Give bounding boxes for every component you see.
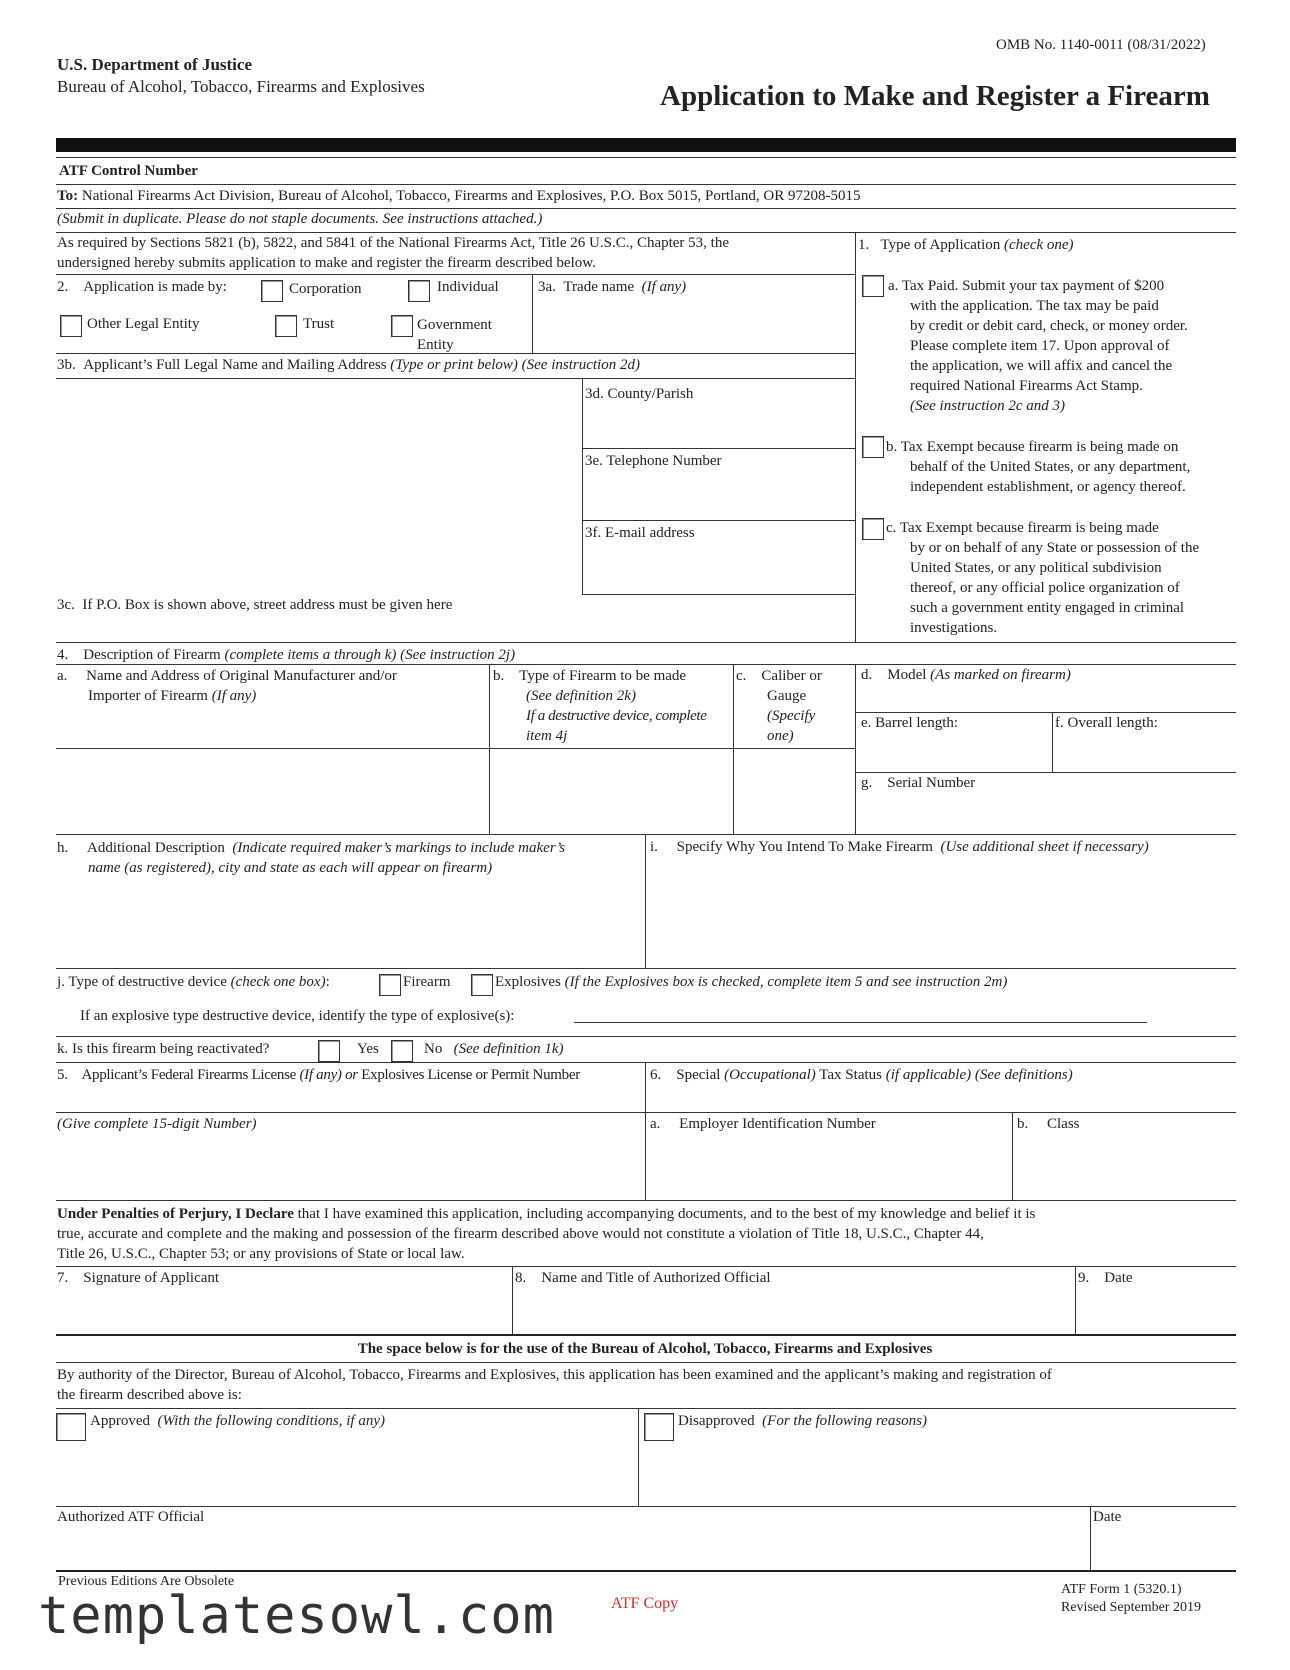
atf-authority-text: By authority of the Director, Bureau of Alcohol, Tobacco, Firearms and Explosives, this application has been examined and the applicant’s making and registration of the firearm described above is: xyxy=(57,1367,1052,1403)
item4k-label: k. Is this firearm being reactivated? xyxy=(57,1041,270,1057)
other-legal-entity-label: Other Legal Entity xyxy=(87,316,200,332)
to-address: To: National Firearms Act Division, Bureau of Alcohol, Tobacco, Firearms and Explosives, P.O. Box 5015, Portland, OR 97208-5015 xyxy=(57,188,861,204)
tax-exempt-us-text: b. Tax Exempt because firearm is being made on behalf of the United States, or any department, independent establishment, or agency thereof. xyxy=(886,439,1191,495)
header-rule xyxy=(56,138,1236,152)
item4b-label: b. Type of Firearm to be made (See definition 2k) If a destructive device, complete item 4j xyxy=(493,668,707,744)
intro-line-1: As required by Sections 5821 (b), 5822, and 5841 of the National Firearms Act, Title 26 U.S.C., Chapter 53, the xyxy=(57,235,730,251)
form-title: Application to Make and Register a Firearm xyxy=(660,80,1210,112)
overall-length-label: f. Overall length: xyxy=(1055,715,1158,731)
item4i-label: i. Specify Why You Intend To Make Firearm (Use additional sheet if necessary) xyxy=(650,839,1149,855)
government-entity-label: Government Entity xyxy=(417,317,492,353)
date-label: 9. Date xyxy=(1078,1270,1133,1286)
previous-editions-note: Previous Editions Are Obsolete xyxy=(58,1574,235,1589)
reactivated-yes-checkbox[interactable] xyxy=(318,1040,340,1062)
telephone-label: 3e. Telephone Number xyxy=(585,453,722,469)
individual-checkbox[interactable] xyxy=(408,280,430,302)
submit-instructions: (Submit in duplicate. Please do not staple documents. See instructions attached.) xyxy=(57,211,543,227)
item1-heading: 1. Type of Application (check one) xyxy=(858,237,1074,253)
corporation-label: Corporation xyxy=(289,281,362,297)
item5-sub: (Give complete 15-digit Number) xyxy=(57,1116,257,1132)
serial-number-label: g. Serial Number xyxy=(861,775,976,791)
ein-label: a. Employer Identification Number xyxy=(650,1116,876,1132)
atf-control-label: ATF Control Number xyxy=(59,163,198,179)
destructive-firearm-checkbox[interactable] xyxy=(379,974,401,996)
item6-label: 6. Special (Occupational) Tax Status (if applicable) (See definitions) xyxy=(650,1067,1073,1083)
reactivated-no-checkbox[interactable] xyxy=(391,1040,413,1062)
reactivated-yes-label: Yes xyxy=(357,1041,379,1057)
reactivated-no-label: No (See definition 1k) xyxy=(424,1041,564,1057)
department-name: U.S. Department of Justice xyxy=(57,55,252,74)
approved-checkbox[interactable] xyxy=(56,1413,86,1441)
item4j-label: j. Type of destructive device (check one box): xyxy=(57,974,330,990)
disapproved-checkbox[interactable] xyxy=(644,1413,674,1441)
tax-exempt-us-checkbox[interactable] xyxy=(862,436,884,458)
item5-label: 5. Applicant’s Federal Firearms License (If any) or Explosives License or Permit Number xyxy=(57,1067,580,1083)
atf-date-label: Date xyxy=(1093,1509,1122,1525)
trust-label: Trust xyxy=(303,316,335,332)
class-label: b. Class xyxy=(1017,1116,1080,1132)
signature-label: 7. Signature of Applicant xyxy=(57,1270,220,1286)
destructive-explosives-label: Explosives (If the Explosives box is checked, complete item 5 and see instruction 2m) xyxy=(495,974,1008,990)
intro-line-2: undersigned hereby submits application to make and register the firearm described below. xyxy=(57,255,596,271)
bureau-name: Bureau of Alcohol, Tobacco, Firearms and Explosives xyxy=(57,77,425,96)
disapproved-label: Disapproved (For the following reasons) xyxy=(678,1413,928,1429)
government-entity-checkbox[interactable] xyxy=(391,315,413,337)
item3b-label: 3b. Applicant’s Full Legal Name and Mailing Address (Type or print below) (See instruction 2d) xyxy=(57,357,640,373)
other-legal-entity-checkbox[interactable] xyxy=(60,315,82,337)
authorized-official-label: 8. Name and Title of Authorized Official xyxy=(515,1270,771,1286)
form-number: ATF Form 1 (5320.1) Revised September 2019 xyxy=(1061,1582,1201,1615)
tax-exempt-state-checkbox[interactable] xyxy=(862,518,884,540)
item3c-label: 3c. If P.O. Box is shown above, street address must be given here xyxy=(57,597,453,613)
templatesowl-watermark: templatesowl.com xyxy=(38,1586,555,1646)
trade-name-label: 3a. Trade name (If any) xyxy=(538,279,687,295)
tax-paid-text: a. Tax Paid. Submit your tax payment of $200 with the application. The tax may be paid by credit or debit card, check, or money order. Please complete item 17. Upon approval of the application, we will affix and cancel the required National Firearms Act Stamp. (See instruction 2c and 3) xyxy=(888,278,1188,414)
atf-use-heading: The space below is for the use of the Bureau of Alcohol, Tobacco, Firearms and Explosives xyxy=(357,1341,933,1357)
email-label: 3f. E-mail address xyxy=(585,525,695,541)
item4d-label: d. Model (As marked on firearm) xyxy=(861,667,1071,683)
item4c-label: c. Caliber or Gauge (Specify one) xyxy=(736,668,822,744)
item2-label: 2. Application is made by: xyxy=(57,279,227,295)
tax-exempt-state-text: c. Tax Exempt because firearm is being made by or on behalf of any State or possession of the United States, or any political subdivision thereof, or any official police organization of such a government entity engaged in criminal investigations. xyxy=(886,520,1200,636)
item4h-label: h. Additional Description (Indicate required maker’s markings to include maker’s name (as registered), city and state as each will appear on firearm) xyxy=(57,840,566,876)
explosive-type-field[interactable] xyxy=(574,1022,1147,1023)
barrel-length-label: e. Barrel length: xyxy=(861,715,959,731)
trust-checkbox[interactable] xyxy=(275,315,297,337)
perjury-declaration: Under Penalties of Perjury, I Declare that I have examined this application, including accompanying documents, and to the best of my knowledge and belief it is true, accurate and complete and the making and possession of the firearm described above would not constitute a violation of Title 18, U.S.C., Chapter 44, Title 26, U.S.C., Chapter 53; or any provisions of State or local law. xyxy=(57,1206,1036,1262)
destructive-explosives-checkbox[interactable] xyxy=(471,974,493,996)
corporation-checkbox[interactable] xyxy=(261,280,283,302)
individual-label: Individual xyxy=(437,279,499,295)
authorized-atf-official-label: Authorized ATF Official xyxy=(57,1509,205,1525)
approved-label: Approved (With the following conditions, if any) xyxy=(90,1413,385,1429)
county-parish-label: 3d. County/Parish xyxy=(585,386,694,402)
atf-copy-label: ATF Copy xyxy=(611,1595,679,1612)
explosive-type-label: If an explosive type destructive device, identify the type of explosive(s): xyxy=(80,1008,515,1024)
item4-heading: 4. Description of Firearm (complete items a through k) (See instruction 2j) xyxy=(57,647,516,663)
tax-paid-checkbox[interactable] xyxy=(862,275,884,297)
item4a-label: a. Name and Address of Original Manufacturer and/or Importer of Firearm (If any) xyxy=(57,668,397,704)
omb-number: OMB No. 1140-0011 (08/31/2022) xyxy=(996,37,1206,53)
destructive-firearm-label: Firearm xyxy=(403,974,451,990)
